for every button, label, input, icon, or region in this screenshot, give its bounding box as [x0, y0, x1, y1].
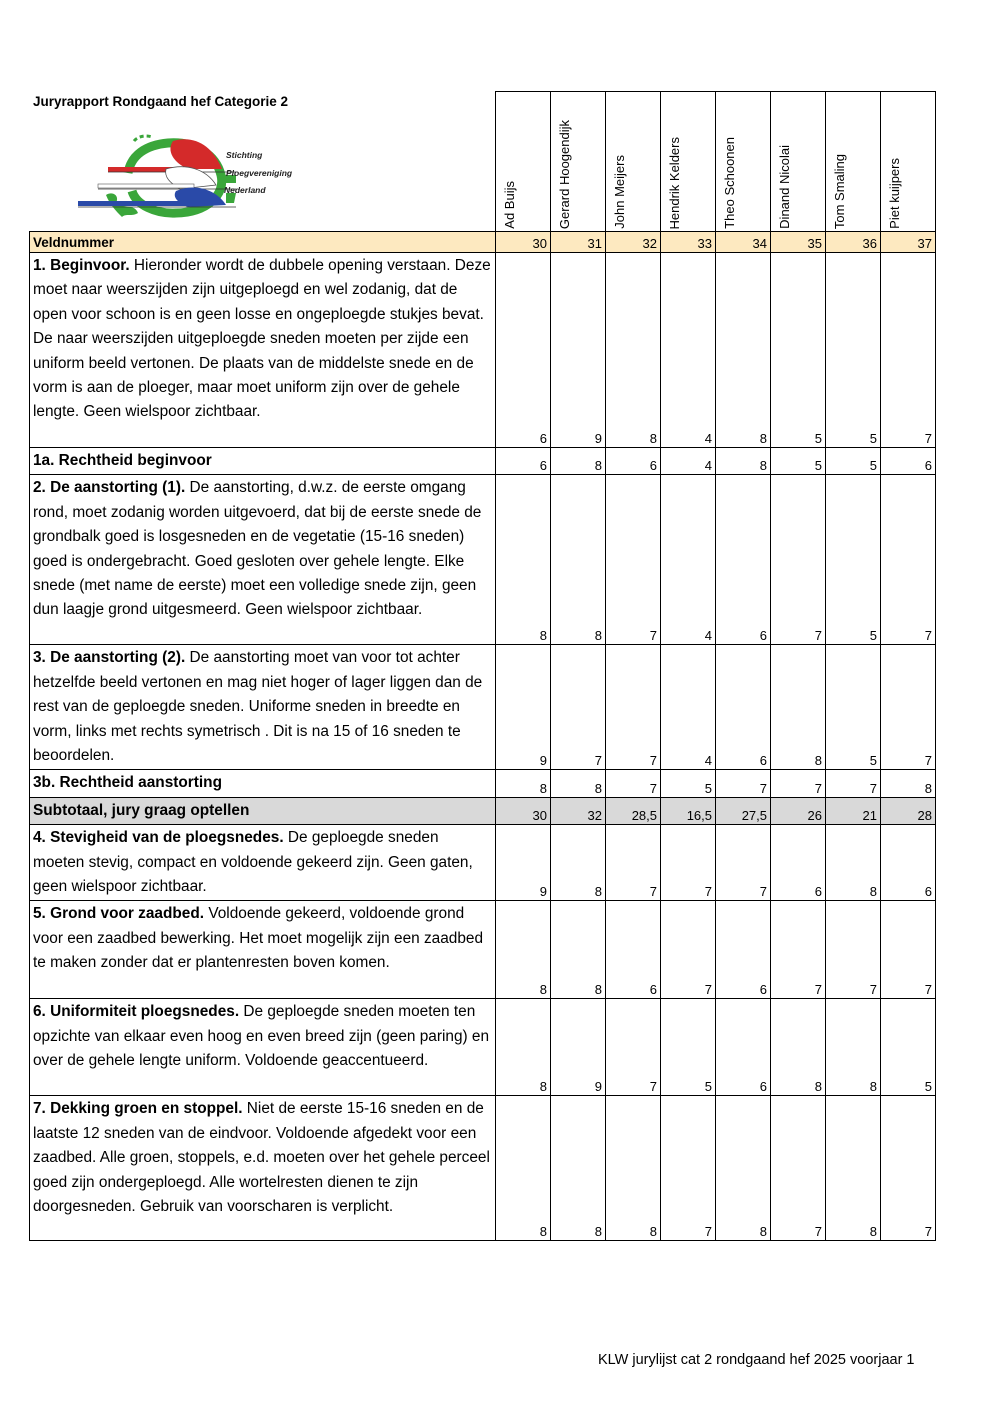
score-cell[interactable]: 7 — [826, 901, 881, 999]
score-cell[interactable]: 8 — [551, 1096, 606, 1241]
score-cell[interactable]: 6 — [606, 901, 661, 999]
score-cell[interactable]: 7 — [771, 770, 826, 797]
criterion-description — [30, 645, 496, 770]
veldnummer-cell: 32 — [606, 232, 661, 253]
veldnummer-cell: 33 — [661, 232, 716, 253]
score-cell[interactable]: 7 — [771, 475, 826, 645]
criterion-title: 6. Uniformiteit ploegsnedes. — [33, 1003, 240, 1021]
subtotal-cell[interactable]: 28,5 — [606, 797, 661, 824]
score-cell[interactable]: 5 — [661, 999, 716, 1096]
score-cell[interactable]: 8 — [716, 1096, 771, 1241]
subtotal-label-text: Subtotaal, jury graag optellen — [33, 801, 250, 819]
subtotal-cell[interactable]: 21 — [826, 797, 881, 824]
score-cell[interactable]: 9 — [496, 645, 551, 770]
criterion-title: 5. Grond voor zaadbed. — [33, 905, 205, 923]
score-cell[interactable]: 7 — [771, 901, 826, 999]
page-footer: KLW jurylijst cat 2 rondgaand hef 2025 voorjaar 1 — [598, 1352, 915, 1368]
score-cell[interactable]: 7 — [881, 645, 936, 770]
score-cell[interactable]: 6 — [716, 475, 771, 645]
criterion-title: 3b. Rechtheid aanstorting — [33, 774, 222, 792]
judge-name: Ad Buijs — [502, 181, 517, 229]
score-cell[interactable]: 8 — [496, 770, 551, 797]
score-cell[interactable]: 7 — [606, 825, 661, 901]
score-cell[interactable]: 6 — [716, 999, 771, 1096]
judge-name: Piet kuijpers — [887, 158, 902, 229]
score-cell[interactable]: 5 — [826, 253, 881, 448]
score-cell[interactable]: 7 — [606, 770, 661, 797]
score-cell[interactable]: 6 — [496, 448, 551, 475]
judge-name: Dinand Nicolai — [777, 145, 792, 229]
score-cell[interactable]: 7 — [716, 825, 771, 901]
score-cell[interactable]: 8 — [551, 901, 606, 999]
subtotal-cell[interactable]: 30 — [496, 797, 551, 824]
score-cell[interactable]: 7 — [606, 475, 661, 645]
page-title: Juryrapport Rondgaand hef Categorie 2 — [33, 94, 289, 109]
score-cell[interactable]: 8 — [551, 825, 606, 901]
veldnummer-cell: 37 — [881, 232, 936, 253]
subtotal-label — [30, 797, 496, 824]
criterion-description — [30, 448, 496, 475]
score-cell[interactable]: 8 — [771, 999, 826, 1096]
criterion-text: De aanstorting moet van voor tot achter hetzelfde beeld vertonen en mag niet hoger of lager liggen dan de rest van de geploegde sneden. Uniforme sneden in breedte en vorm, links met rechts symetrisch . Dit is na 15 of 16 sneden te beoordelen. — [33, 649, 483, 765]
score-cell[interactable]: 5 — [771, 448, 826, 475]
score-cell[interactable]: 5 — [881, 999, 936, 1096]
score-cell[interactable]: 7 — [881, 901, 936, 999]
judge-name: Tom Smaling — [832, 153, 847, 229]
score-cell[interactable]: 9 — [551, 253, 606, 448]
score-cell[interactable]: 5 — [826, 645, 881, 770]
score-cell[interactable]: 8 — [496, 475, 551, 645]
subtotal-cell[interactable]: 28 — [881, 797, 936, 824]
judge-header-cell — [496, 92, 551, 232]
judge-name: Theo Schoonen — [722, 137, 737, 229]
score-cell[interactable]: 8 — [496, 999, 551, 1096]
score-cell[interactable]: 5 — [826, 448, 881, 475]
score-cell[interactable]: 5 — [661, 770, 716, 797]
score-cell[interactable]: 7 — [881, 475, 936, 645]
score-cell[interactable]: 7 — [716, 770, 771, 797]
score-cell[interactable]: 6 — [771, 825, 826, 901]
criterion-text: De aanstorting, d.w.z. de eerste omgang rond, moet zodanig worden uitgevoerd, dat bij de eerste snede de grondbalk goed is losgesneden en de vegetatie (15-16 sneden) goed is ondergebracht. Goed gesloten over gehele lengte. Elke snede (met name de eerste) moet een volledige snede zijn, geen dun laagje grond uitgesmeerd. Geen wielspoor zichtbaar. — [33, 479, 482, 619]
score-cell[interactable]: 6 — [881, 448, 936, 475]
criterion-description — [30, 253, 496, 448]
score-cell[interactable]: 8 — [826, 1096, 881, 1241]
score-cell[interactable]: 8 — [606, 253, 661, 448]
logo-text-stichting: Stichting — [226, 150, 263, 160]
logo-text-ploegvereniging: Ploegvereniging — [226, 168, 293, 178]
veldnummer-cell: 31 — [551, 232, 606, 253]
criterion-text: Niet de eerste 15-16 sneden en de laatste 12 sneden van de eindvoor. Voldoende afgedekt voor een zaadbed. Alle groen, stoppels, e.d. moeten over het gehele perceel goed zijn ondergeploegd. Alle wortelresten dienen te zijn doorgesneden. Gebruik van voorscharen is verplicht. — [33, 1100, 490, 1216]
score-cell[interactable]: 5 — [771, 253, 826, 448]
criterion-row — [30, 770, 936, 797]
score-cell[interactable]: 4 — [661, 253, 716, 448]
score-cell[interactable]: 6 — [881, 825, 936, 901]
score-cell[interactable]: 9 — [496, 825, 551, 901]
judge-header-cell — [551, 92, 606, 232]
score-cell[interactable]: 6 — [716, 901, 771, 999]
score-cell[interactable]: 4 — [661, 645, 716, 770]
criterion-description — [30, 770, 496, 797]
score-cell[interactable]: 4 — [661, 475, 716, 645]
criterion-description — [30, 1096, 496, 1241]
score-cell[interactable]: 7 — [551, 645, 606, 770]
score-cell[interactable]: 8 — [551, 770, 606, 797]
criterion-row — [30, 645, 936, 770]
judge-header-cell — [771, 92, 826, 232]
subtotal-cell[interactable]: 16,5 — [661, 797, 716, 824]
score-cell[interactable]: 8 — [716, 448, 771, 475]
score-cell[interactable]: 7 — [881, 253, 936, 448]
logo-text-nederland: Nederland — [224, 185, 266, 195]
score-cell[interactable]: 6 — [606, 448, 661, 475]
criterion-title: 4. Stevigheid van de ploegsnedes. — [33, 829, 284, 847]
judge-name: Hendrik Kelders — [667, 136, 682, 229]
criterion-text: De geploegde sneden moeten ten opzichte van elkaar even hoog en even breed zijn (geen paring) en over de gehele lengte uniform. Voldoende geaccentueerd. — [33, 1003, 490, 1070]
score-cell[interactable]: 8 — [881, 770, 936, 797]
jury-score-table — [29, 91, 936, 1241]
criterion-row — [30, 1096, 936, 1241]
judge-header-cell — [661, 92, 716, 232]
score-cell[interactable]: 7 — [661, 825, 716, 901]
criterion-title: 3. De aanstorting (2). — [33, 649, 186, 667]
veldnummer-cell: 30 — [496, 232, 551, 253]
judge-header-cell — [716, 92, 771, 232]
criterion-description — [30, 825, 496, 901]
judge-name: John Meijers — [612, 155, 627, 229]
criterion-row — [30, 999, 936, 1096]
score-cell[interactable]: 7 — [826, 770, 881, 797]
criterion-description — [30, 901, 496, 999]
score-cell[interactable]: 6 — [716, 645, 771, 770]
criterion-row — [30, 475, 936, 645]
criterion-row — [30, 825, 936, 901]
judge-header-cell — [606, 92, 661, 232]
criterion-row — [30, 901, 936, 999]
subtotal-row — [30, 797, 936, 824]
score-cell[interactable]: 8 — [551, 448, 606, 475]
judge-header-cell — [826, 92, 881, 232]
criterion-text: De geploegde sneden moeten stevig, compact en voldoende gekeerd zijn. Geen gaten, geen wielspoor zichtbaar. — [33, 829, 473, 896]
veldnummer-cell: 34 — [716, 232, 771, 253]
header-blank-cell — [30, 92, 496, 232]
score-cell[interactable]: 8 — [551, 475, 606, 645]
criterion-text: Hieronder wordt de dubbele opening verstaan. Deze moet naar weerszijden zijn uitgeploegd en wel zodanig, dat de open voor schoon is en geen losse en ongeploegde stukjes bevat. De naar weerszijden uitgeploegde sneden moeten per zijde een uniform beeld vertonen. De plaats van de middelste snede en de vorm is aan de ploeger, maar moet uniform zijn over de gehele lengte. Geen wielspoor zichtbaar. — [33, 257, 491, 421]
criterion-row — [30, 448, 936, 475]
veldnummer-row — [30, 232, 936, 253]
score-cell[interactable]: 8 — [716, 253, 771, 448]
score-cell[interactable]: 7 — [606, 999, 661, 1096]
score-cell[interactable]: 5 — [826, 475, 881, 645]
criterion-title: 1a. Rechtheid beginvoor — [33, 452, 212, 469]
score-cell[interactable]: 7 — [606, 645, 661, 770]
veldnummer-label: Veldnummer — [30, 232, 496, 253]
score-cell[interactable]: 7 — [881, 1096, 936, 1241]
criterion-title: 2. De aanstorting (1). — [33, 479, 186, 497]
score-cell[interactable]: 7 — [661, 1096, 716, 1241]
judge-header-row — [30, 92, 936, 232]
score-cell[interactable]: 8 — [606, 1096, 661, 1241]
subtotal-cell[interactable]: 32 — [551, 797, 606, 824]
veldnummer-cell: 36 — [826, 232, 881, 253]
subtotal-cell[interactable]: 26 — [771, 797, 826, 824]
judge-name: Gerard Hoogendijk — [557, 119, 572, 229]
criterion-title: 1. Beginvoor. — [33, 257, 130, 274]
score-cell[interactable]: 4 — [661, 448, 716, 475]
judge-header-cell — [881, 92, 936, 232]
criterion-row — [30, 253, 936, 448]
criterion-title: 7. Dekking groen en stoppel. — [33, 1100, 243, 1118]
criterion-description — [30, 999, 496, 1096]
score-cell[interactable]: 8 — [496, 901, 551, 999]
score-cell[interactable]: 7 — [661, 901, 716, 999]
score-cell[interactable]: 8 — [496, 1096, 551, 1241]
score-cell[interactable]: 8 — [826, 825, 881, 901]
score-cell[interactable]: 8 — [771, 645, 826, 770]
criterion-description — [30, 475, 496, 645]
score-cell[interactable]: 9 — [551, 999, 606, 1096]
subtotal-cell[interactable]: 27,5 — [716, 797, 771, 824]
criterion-text: Voldoende gekeerd, voldoende grond voor een zaadbed bewerking. Het moet mogelijk zijn een zaadbed te maken zonder dat er plantenresten boven komen. — [33, 905, 484, 972]
score-cell[interactable]: 6 — [496, 253, 551, 448]
score-cell[interactable]: 7 — [771, 1096, 826, 1241]
score-cell[interactable]: 8 — [826, 999, 881, 1096]
veldnummer-cell: 35 — [771, 232, 826, 253]
